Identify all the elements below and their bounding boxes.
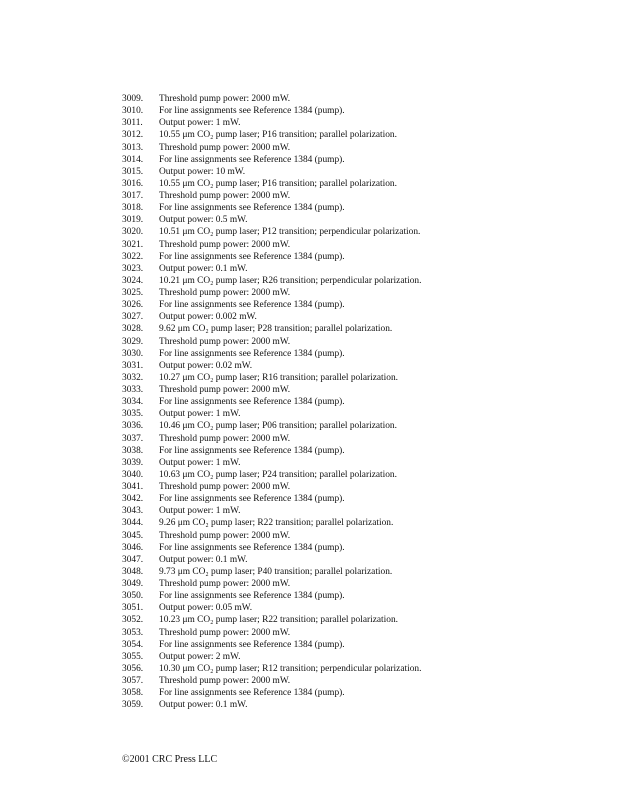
note-number: 3015. bbox=[122, 166, 144, 177]
note-line bbox=[122, 651, 582, 663]
note-line bbox=[122, 457, 582, 469]
note-text: Output power: 0.1 mW. bbox=[159, 263, 248, 274]
note-text: Threshold pump power: 2000 mW. bbox=[159, 191, 291, 201]
note-line bbox=[122, 590, 582, 602]
note-number: 3019. bbox=[122, 215, 144, 226]
note-number: 3044. bbox=[122, 518, 144, 529]
note-number: 3052. bbox=[122, 615, 144, 626]
note-number: 3010. bbox=[122, 106, 144, 117]
note-number: 3016. bbox=[122, 178, 144, 189]
note-number: 3027. bbox=[122, 312, 144, 323]
note-line bbox=[122, 420, 582, 432]
note-text: Output power: 0.05 mW. bbox=[159, 603, 253, 614]
note-line bbox=[122, 299, 582, 311]
note-number: 3043. bbox=[122, 506, 144, 517]
note-text: 9.62 μm CO₂ pump laser; P28 transition; parallel polarization. bbox=[159, 324, 393, 335]
note-line bbox=[122, 287, 582, 299]
note-line bbox=[122, 517, 582, 529]
note-text: For line assignments see Reference 1384 (pump). bbox=[159, 251, 345, 262]
note-number: 3054. bbox=[122, 639, 144, 650]
note-number: 3009. bbox=[122, 94, 144, 104]
note-number: 3055. bbox=[122, 651, 144, 662]
note-number: 3030. bbox=[122, 348, 144, 359]
note-line bbox=[122, 311, 582, 323]
note-line bbox=[122, 202, 582, 214]
note-text: For line assignments see Reference 1384 (pump). bbox=[159, 688, 345, 699]
note-number: 3031. bbox=[122, 360, 144, 371]
note-line bbox=[122, 166, 582, 178]
note-text: 10.51 μm CO₂ pump laser; P12 transition; perpendicular polarization. bbox=[159, 227, 421, 238]
note-line bbox=[122, 542, 582, 554]
note-text: 10.63 μm CO₂ pump laser; P24 transition; parallel polarization. bbox=[159, 469, 397, 480]
note-line bbox=[122, 566, 582, 578]
note-text: Output power: 0.002 mW. bbox=[159, 312, 257, 323]
note-text: Threshold pump power: 2000 mW. bbox=[159, 579, 291, 589]
note-line bbox=[122, 372, 582, 384]
note-line bbox=[122, 408, 582, 420]
note-text: Output power: 0.1 mW. bbox=[159, 554, 248, 565]
note-number: 3036. bbox=[122, 421, 144, 432]
note-text: 10.55 μm CO₂ pump laser; P16 transition; parallel polarization. bbox=[159, 178, 397, 189]
note-text: Threshold pump power: 2000 mW. bbox=[159, 676, 291, 686]
note-line bbox=[122, 627, 582, 639]
note-line bbox=[122, 117, 582, 129]
note-text: Threshold pump power: 2000 mW. bbox=[159, 433, 291, 444]
note-number: 3045. bbox=[122, 530, 144, 541]
note-text: For line assignments see Reference 1384 (pump). bbox=[159, 106, 345, 117]
note-line bbox=[122, 554, 582, 566]
note-text: Threshold pump power: 2000 mW. bbox=[159, 627, 291, 638]
notes-list bbox=[122, 93, 582, 711]
note-line bbox=[122, 663, 582, 675]
note-line bbox=[122, 433, 582, 445]
note-number: 3039. bbox=[122, 457, 144, 468]
note-number: 3033. bbox=[122, 385, 144, 395]
note-text: 9.26 μm CO₂ pump laser; R22 transition; parallel polarization. bbox=[159, 518, 394, 529]
note-text: Threshold pump power: 2000 mW. bbox=[159, 336, 291, 347]
note-number: 3035. bbox=[122, 409, 144, 420]
note-line bbox=[122, 360, 582, 372]
note-line bbox=[122, 687, 582, 699]
note-text: Output power: 0.5 mW. bbox=[159, 215, 248, 226]
note-line bbox=[122, 93, 582, 105]
note-text: Threshold pump power: 2000 mW. bbox=[159, 239, 291, 250]
note-number: 3012. bbox=[122, 130, 144, 141]
note-text: For line assignments see Reference 1384 (pump). bbox=[159, 591, 345, 602]
note-line bbox=[122, 505, 582, 517]
note-text: 10.46 μm CO₂ pump laser; P06 transition; parallel polarization. bbox=[159, 421, 397, 432]
note-number: 3023. bbox=[122, 263, 144, 274]
note-text: For line assignments see Reference 1384 (pump). bbox=[159, 494, 345, 505]
note-text: Threshold pump power: 2000 mW. bbox=[159, 94, 291, 104]
note-number: 3050. bbox=[122, 591, 144, 602]
note-number: 3021. bbox=[122, 239, 144, 250]
note-number: 3020. bbox=[122, 227, 144, 238]
note-text: Output power: 1 mW. bbox=[159, 409, 241, 420]
note-line bbox=[122, 469, 582, 481]
note-number: 3048. bbox=[122, 566, 144, 577]
note-line bbox=[122, 639, 582, 651]
note-text: Output power: 0.1 mW. bbox=[159, 700, 248, 711]
note-text: Output power: 0.02 mW. bbox=[159, 360, 253, 371]
note-line bbox=[122, 396, 582, 408]
note-number: 3056. bbox=[122, 663, 144, 674]
note-line bbox=[122, 699, 582, 711]
note-number: 3013. bbox=[122, 142, 144, 153]
note-text: Threshold pump power: 2000 mW. bbox=[159, 142, 291, 153]
note-number: 3014. bbox=[122, 154, 144, 165]
note-number: 3029. bbox=[122, 336, 144, 347]
note-text: Output power: 1 mW. bbox=[159, 118, 241, 129]
note-number: 3034. bbox=[122, 397, 144, 408]
note-number: 3057. bbox=[122, 676, 144, 686]
note-number: 3032. bbox=[122, 372, 144, 383]
note-number: 3041. bbox=[122, 482, 144, 492]
note-number: 3049. bbox=[122, 579, 144, 589]
note-line bbox=[122, 481, 582, 493]
note-number: 3024. bbox=[122, 275, 144, 286]
note-text: For line assignments see Reference 1384 (pump). bbox=[159, 203, 345, 214]
note-text: Threshold pump power: 2000 mW. bbox=[159, 288, 291, 298]
note-number: 3025. bbox=[122, 288, 144, 298]
note-line bbox=[122, 384, 582, 396]
note-number: 3017. bbox=[122, 191, 144, 201]
note-text: For line assignments see Reference 1384 (pump). bbox=[159, 397, 345, 408]
note-text: Output power: 2 mW. bbox=[159, 651, 241, 662]
note-line bbox=[122, 178, 582, 190]
note-line bbox=[122, 445, 582, 457]
note-line bbox=[122, 214, 582, 226]
note-line bbox=[122, 105, 582, 117]
note-line bbox=[122, 226, 582, 238]
note-number: 3047. bbox=[122, 554, 144, 565]
note-number: 3038. bbox=[122, 445, 144, 456]
note-line bbox=[122, 675, 582, 687]
note-number: 3028. bbox=[122, 324, 144, 335]
note-line bbox=[122, 493, 582, 505]
note-number: 3026. bbox=[122, 300, 144, 311]
note-line bbox=[122, 275, 582, 287]
note-number: 3018. bbox=[122, 203, 144, 214]
note-text: Output power: 10 mW. bbox=[159, 166, 246, 177]
note-text: 10.23 μm CO₂ pump laser; R22 transition; parallel polarization. bbox=[159, 615, 398, 626]
note-text: 10.30 μm CO₂ pump laser; R12 transition; perpendicular polarization. bbox=[159, 663, 422, 674]
note-line bbox=[122, 336, 582, 348]
note-line bbox=[122, 530, 582, 542]
note-number: 3011. bbox=[122, 118, 143, 129]
note-text: For line assignments see Reference 1384 (pump). bbox=[159, 542, 345, 553]
note-line bbox=[122, 142, 582, 154]
note-text: For line assignments see Reference 1384 (pump). bbox=[159, 154, 345, 165]
note-text: 10.27 μm CO₂ pump laser; R16 transition; parallel polarization. bbox=[159, 372, 398, 383]
note-text: For line assignments see Reference 1384 (pump). bbox=[159, 348, 345, 359]
note-text: Threshold pump power: 2000 mW. bbox=[159, 385, 291, 395]
note-text: For line assignments see Reference 1384 (pump). bbox=[159, 639, 345, 650]
note-line bbox=[122, 129, 582, 141]
note-number: 3037. bbox=[122, 433, 144, 444]
note-number: 3059. bbox=[122, 700, 144, 711]
note-number: 3053. bbox=[122, 627, 144, 638]
note-text: 9.73 μm CO₂ pump laser; P40 transition; parallel polarization. bbox=[159, 566, 393, 577]
note-number: 3042. bbox=[122, 494, 144, 505]
note-line bbox=[122, 578, 582, 590]
note-line bbox=[122, 251, 582, 263]
note-line bbox=[122, 602, 582, 614]
note-text: Output power: 1 mW. bbox=[159, 506, 241, 517]
note-text: Output power: 1 mW. bbox=[159, 457, 241, 468]
note-text: For line assignments see Reference 1384 (pump). bbox=[159, 445, 345, 456]
note-text: 10.55 μm CO₂ pump laser; P16 transition; parallel polarization. bbox=[159, 130, 397, 141]
note-line bbox=[122, 190, 582, 202]
note-text: 10.21 μm CO₂ pump laser; R26 transition; perpendicular polarization. bbox=[159, 275, 422, 286]
note-text: Threshold pump power: 2000 mW. bbox=[159, 530, 291, 541]
note-number: 3046. bbox=[122, 542, 144, 553]
note-text: For line assignments see Reference 1384 (pump). bbox=[159, 300, 345, 311]
note-line bbox=[122, 154, 582, 166]
note-line bbox=[122, 348, 582, 360]
note-line bbox=[122, 263, 582, 275]
note-line bbox=[122, 614, 582, 626]
note-number: 3022. bbox=[122, 251, 144, 262]
note-number: 3040. bbox=[122, 469, 144, 480]
note-line bbox=[122, 323, 582, 335]
copyright-footer: ©2001 CRC Press LLC bbox=[122, 754, 218, 765]
note-line bbox=[122, 239, 582, 251]
note-number: 3058. bbox=[122, 688, 144, 699]
note-number: 3051. bbox=[122, 603, 144, 614]
note-text: Threshold pump power: 2000 mW. bbox=[159, 482, 291, 492]
